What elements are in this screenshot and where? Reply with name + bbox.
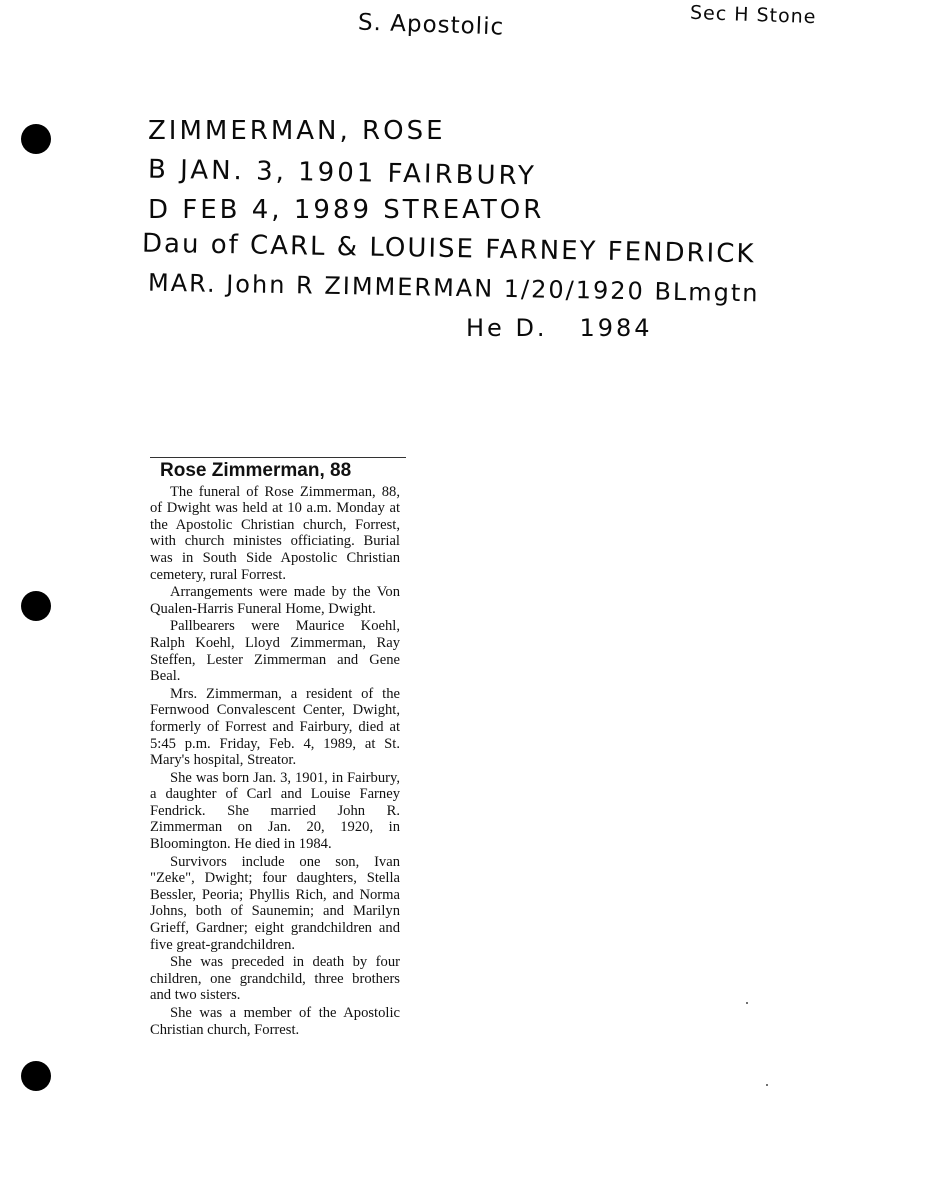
obituary-paragraph: She was preceded in death by four children, one grandchild, three brothers and two sisters. [150, 954, 400, 1004]
binder-hole-bottom [21, 1061, 51, 1091]
obituary-paragraph: The funeral of Rose Zimmerman, 88, of Dwight was held at 10 a.m. Monday at the Apostolic Christian church, Forrest, with church ministes officiating. Burial was in South Side Apostolic Christian cemetery, rural Forrest. [150, 483, 400, 583]
obituary-paragraph: She was a member of the Apostolic Christian church, Forrest. [150, 1005, 400, 1038]
binder-hole-middle [21, 591, 51, 621]
obituary-clipping [150, 455, 400, 1039]
record-birth: B JAN. 3, 1901 FAIRBURY [147, 154, 538, 192]
obituary-paragraph: Mrs. Zimmerman, a resident of the Fernwood Convalescent Center, Dwight, formerly of Forrest and Fairbury, died at 5:45 p.m. Friday, Feb. 4, 1989, at St. Mary's hospital, Streator. [150, 685, 400, 769]
record-name: ZIMMERMAN, ROSE [148, 116, 446, 146]
record-spouse-death: He D. 1984 [466, 314, 653, 342]
obituary-paragraph: Survivors include one son, Ivan "Zeke", Dwight; four daughters, Stella Bessler, Peoria; Phyllis Rich, and Norma Johns, both of Saunemin; and Marilyn Grieff, Gardner; eight grandchildren and five great-grandchildren. [150, 853, 400, 953]
obituary-paragraph: Pallbearers were Maurice Koehl, Ralph Koehl, Lloyd Zimmerman, Ray Steffen, Lester Zimmerman and Gene Beal. [150, 618, 400, 685]
record-parents: Dau of CARL & LOUISE FARNEY FENDRICK [141, 228, 756, 270]
obituary-paragraph: Arrangements were made by the Von Qualen-Harris Funeral Home, Dwight. [150, 584, 400, 617]
church-note: S. Apostolic [357, 9, 505, 41]
record-death: D FEB 4, 1989 STREATOR [148, 195, 545, 225]
scan-speck [746, 1002, 748, 1004]
obituary-headline: Rose Zimmerman, 88 [160, 460, 352, 481]
record-marriage: MAR. John R ZIMMERMAN 1/20/1920 BLmgtn [147, 268, 760, 308]
cemetery-note: Sec H Stone [689, 1, 817, 29]
binder-hole-top [21, 124, 51, 154]
obituary-paragraph: She was born Jan. 3, 1901, in Fairbury, a daughter of Carl and Louise Farney Fendrick. She married John R. Zimmerman on Jan. 20, 1920, in Bloomington. He died in 1984. [150, 769, 400, 853]
scan-speck [766, 1084, 768, 1086]
